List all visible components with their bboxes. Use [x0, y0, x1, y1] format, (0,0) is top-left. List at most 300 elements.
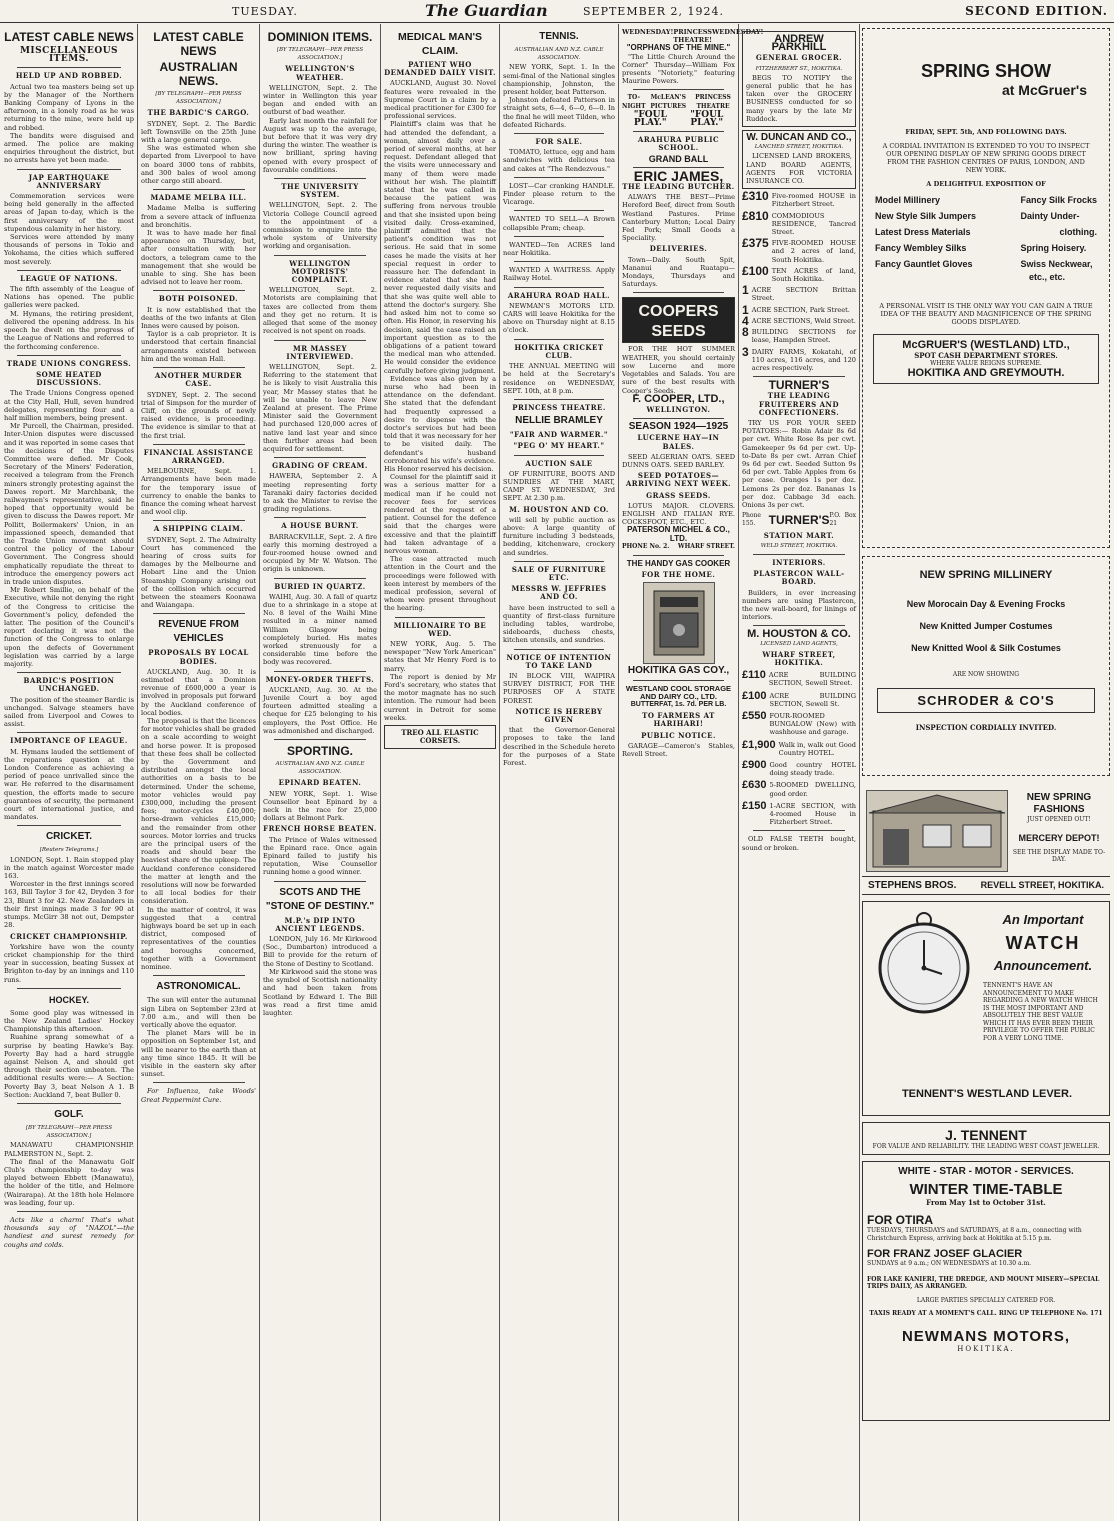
divider: [753, 625, 844, 626]
col7-turner2-header: [742, 512, 856, 528]
col4-corsets-ad: [384, 725, 496, 749]
col7-houston-item: [742, 799, 856, 827]
col7-houston-price: £900: [742, 759, 767, 772]
jtennent-ad: [862, 1122, 1110, 1155]
col7-price-text: COMMODIOUS RESIDENCE, Tancred Street.: [771, 211, 856, 237]
col6-princess: PRINCESS THEATRE: [695, 94, 731, 110]
divider: [753, 376, 844, 377]
goods-item: Latest Dress Materials: [875, 227, 971, 237]
winter-timetable: WINTER TIME-TABLE: [909, 1181, 1063, 1198]
newmans-sub: HOKITIKA.: [957, 1344, 1015, 1353]
filler-text: The proposal is that the licences for motor vehicles shall be graded on a scale according to weight and horse power. It is proposed that these fees shall be collected by the Government and distributed amongst the local authorities on a basis to be determined. Under the scheme, motor vehicles would pay £300,000, including the present fees; motor-cycles £40,000; horse-drawn vehicles £15,000; and the remainder from other sources. Motor lorries and trucks are the principal users of the roads and should bear the heaviest share of the upkeep. The Auckland conference considered the matter at length and the resolutions will now be forwarded to all local bodies for their consideration.: [141, 717, 256, 906]
storefront-icon: [867, 791, 1007, 871]
filler-text: WELLINGTON, Sept. 2. Motorists are complaining that taxes are collected from them and they get no return. It is alleged that some of the money received is not spent on roads.: [263, 286, 377, 336]
col7-price: 1: [742, 302, 749, 317]
col3-sporting-heading: SPORTING.: [286, 744, 353, 759]
filler-text: HAWERA, September 2. A meeting representing forty Taranaki dairy factories decided to ask the Minister to revise the grading regulations.: [263, 472, 377, 514]
filler-text: Builders, in ever increasing numbers are using Plastercon, the new wall-board, for linings of interiors.: [742, 588, 856, 622]
col7-price: £100: [742, 263, 769, 278]
filler-text: that the Governor-General proposes to take the land described in the Schedule hereto for the purposes of a State Forest.: [503, 726, 615, 768]
col2-section-title: FINANCIAL ASSISTANCE ARRANGED.: [143, 447, 254, 465]
spring-show-at: at McGruer's: [1001, 82, 1087, 98]
col1-article-body: Some good play was witnessed in the New Zealand Ladies' Hockey Championship this afternoon.: [4, 1008, 134, 1034]
masthead-day: TUESDAY.: [232, 5, 298, 18]
col2-article-body: SYDNEY, Sept. 2. The Bardic left Townsville on the 25th June with a large general cargo.: [141, 119, 256, 145]
filler-text: In the matter of control, it was suggested that a central highways board be set up in each district, composed of representatives of the counties and boroughs concerned, together with a Government nominee.: [141, 905, 256, 972]
col7-property-item: [742, 313, 856, 328]
col7-price-text: ACRE SECTION Brittan Street.: [751, 286, 856, 303]
col1-article-body: LONDON, Sept. 1. Rain stopped play in the match against Worcester made 163.: [4, 855, 134, 881]
col7-duncan-sub: LANCHED STREET, HOKITIKA.: [754, 144, 844, 151]
column-rule: [618, 24, 619, 1521]
filler-text: ALWAYS THE BEST—Prime Hereford Beef, direct from South Westland Pastures. Prime Canterbury Mutton; Local Dairy Fed Pork; Small Goods a Speciality.: [622, 193, 735, 243]
filler-text: The position of the steamer Bardic is unchanged. Salvage steamers have sailed from Liverpool and Cowes to assist.: [4, 695, 134, 729]
filler-text: AUCKLAND, Aug. 30. At the Juvenile Court a boy aged fourteen admitted stealing a cheque for £25 belonging to his employers, the Post Office. He was admonished and discharged.: [263, 685, 377, 735]
col3-section-title: BURIED IN QUARTZ.: [274, 581, 366, 591]
col5-ad-heading: FOR SALE.: [535, 137, 583, 147]
col6-banner-right: WEDNESDAY!: [712, 28, 764, 36]
taxis-text: TAXIS READY AT A MOMENT'S CALL. RING UP TELEPHONE No. 171: [869, 1310, 1103, 1317]
col7-property-item: [742, 325, 856, 345]
filler-text: FOUR-ROOMED BUNGALOW (New) with washhouse and garage.: [769, 712, 856, 737]
col1-article-body: The Trade Unions Congress opened at the City Hall, Hull, seven hundred delegates, representing four and a half million members, being present.: [4, 389, 134, 422]
divider: [153, 444, 245, 445]
millinery-showing: ARE NOW SHOWING: [952, 671, 1020, 678]
filler-text: ACRE BUILDING SECTION, Sewell Street.: [768, 671, 856, 688]
col2-astronomical-heading: ASTRONOMICAL.: [156, 981, 241, 993]
col5-classified-ad: WANTED—Ten ACRES land near Hokitika.: [503, 240, 615, 258]
col7-plasterson: PLASTERCON WALL-BOARD.: [753, 569, 845, 587]
col6-tonight-banner: [622, 94, 735, 110]
col1-section-title: CRICKET CHAMPIONSHIP.: [10, 931, 128, 941]
divider: [633, 555, 723, 556]
col7-houston-item: [742, 781, 856, 797]
divider: [514, 561, 604, 562]
col6-foul-play: [622, 111, 735, 127]
col3-article-body: LONDON, July 16. Mr Kirkwood (Soc., Dumbarton) introduced a Bill to provide for the return of the Stone of Destiny to Scotland.: [263, 935, 377, 968]
col5-headline: TENNIS.: [539, 31, 579, 42]
col2-section-title: THE BARDIC'S CARGO.: [147, 108, 250, 118]
col3-section-title: A HOUSE BURNT.: [281, 521, 359, 531]
col6-gas-sub: FOR THE HOME.: [641, 570, 716, 580]
mercery-window: SEE THE DISPLAY MADE TO-DAY.: [1012, 849, 1106, 863]
divider: [514, 287, 604, 288]
column-rule: [738, 24, 739, 1521]
col6-eric-sub: THE LEADING BUTCHER.: [622, 182, 735, 192]
filler-text: Services were attended by many thousands of persons in Tokio and Yokohama, the cities which suffered most severely.: [4, 233, 134, 266]
otira-sub: TUESDAYS, THURSDAYS and SATURDAYS, at 8 a.m., connecting with Christchurch Express, arriving back at Hokitika at 5.15 p.m.: [867, 1227, 1082, 1242]
filler-text: ACRE BUILDING SECTION, Sewell St.: [769, 691, 856, 708]
col6-coopers-logo: [622, 297, 735, 343]
col7-houston-price: £100: [742, 689, 767, 702]
col5-play-title-2: "PEG O' MY HEART.": [513, 441, 605, 451]
col7-turner2: TURNER'S: [768, 513, 830, 528]
goods-item: Model Millinery: [875, 195, 941, 205]
col2-woods-ad: For Influenza, take Woods' Great Peppermint Cure.: [141, 1087, 256, 1104]
col3-headline: DOMINION ITEMS.: [267, 30, 373, 44]
pocket-watch-icon: [869, 908, 979, 1018]
filler-text: FOR THE HOT SUMMER WEATHER, you should certainly sow Lucerne and more Vegetables and Salads. You are sure of the best results with Cooper's Seeds.: [622, 345, 735, 395]
col7-property-list: [742, 189, 856, 372]
col1-hockey-heading: HOCKEY.: [48, 994, 89, 1005]
filler-text: M. Hymans, the retiring president, delivered the opening address. In his speech he dwelt on the progress of the League of Nations and referred to the forthcoming conference.: [4, 309, 134, 351]
col7-property-item: [742, 283, 856, 303]
mercery-title: MERCERY DEPOT!: [1018, 833, 1100, 843]
col5-credit: AUSTRALIAN AND N.Z. CABLE ASSOCIATION.: [514, 47, 604, 62]
col3-credit: [BY TELEGRAPH—PER PRESS ASSOCIATION.]: [276, 47, 364, 62]
col6-foul-play-1: "FOUL PLAY.": [633, 109, 667, 129]
masthead-date: SEPTEMBER 2, 1924.: [583, 5, 724, 18]
col6-fcooper-sub: WELLINGTON.: [646, 404, 711, 414]
spring-millinery-ad: [862, 556, 1110, 776]
divider: [753, 554, 844, 555]
col5-section-title: NOTICE IS HEREBY GIVEN: [515, 706, 603, 724]
spring-show-dates: FRIDAY, SEPT. 5th, AND FOLLOWING DAYS.: [905, 128, 1067, 136]
filler-text: She was estimated when she departed from Liverpool to have on board 3000 tons of rabbits, and 300 bales of wool among other cargo still aboard.: [141, 144, 256, 186]
col6-seed-potatoes: SEED POTATOES—ARRIVING NEXT WEEK.: [625, 471, 732, 489]
column-rule: [499, 24, 500, 1521]
spring-show-invite: A CORDIAL INVITATION IS EXTENDED TO YOU TO INSPECT OUR OPENING DISPLAY OF NEW SPRING GOODS DIRECT FROM THE FASHION CENTRES OF PARIS, LONDON, AND NEW YORK.: [882, 142, 1090, 174]
filler-text: It was to have made her final appearance on Thursday, but, after consultation with her doctors, a telegram came to the management that she would be unable to sing. She has been advised not to leave her room.: [141, 229, 256, 287]
stephens-fashions-ad: [862, 786, 1110, 876]
column-rule: [137, 24, 138, 1521]
jtennent-name: J. TENNENT: [945, 1127, 1027, 1143]
column-4: [384, 28, 496, 1518]
col7-price: 4: [742, 313, 749, 328]
col7-price-text: ACRE SECTIONS, Weld Street.: [751, 316, 856, 325]
divider: [153, 613, 245, 614]
col5-section-title: NOTICE OF INTENTION TO TAKE LAND: [506, 652, 612, 670]
col3-section-title: THE UNIVERSITY SYSTEM.: [281, 182, 359, 200]
filler-text: LICENSED LAND BROKERS, LAND BOARD AGENTS, AGENTS FOR VICTORIA INSURANCE CO.: [746, 152, 852, 186]
col7-turner2-box: P.O. Box 21: [829, 512, 856, 528]
col3-section-title: WELLINGTON'S WEATHER.: [285, 64, 355, 82]
col7-property-item: [742, 344, 856, 373]
divider: [514, 455, 604, 456]
col4-corsets-ad-title: TREO ALL ELASTIC CORSETS.: [401, 728, 479, 746]
divider: [17, 672, 121, 673]
col3-section-title: MR MASSEY INTERVIEWED.: [286, 343, 354, 361]
col7-houston-addr: WHARF STREET, HOKITIKA.: [762, 649, 836, 667]
col6-fcooper: F. COOPER, LTD.,: [632, 392, 725, 405]
col6-coopers-text: COOPERS SEEDS: [638, 303, 719, 341]
stephens-address: REVELL STREET, HOKITIKA.: [980, 880, 1104, 890]
divider: [153, 975, 245, 976]
divider: [17, 355, 121, 356]
col2-subhead: AUSTRALIAN NEWS.: [159, 60, 238, 88]
otira-title: FOR OTIRA: [867, 1213, 933, 1227]
tennent-text: TENNENT'S HAVE AN ANNOUNCEMENT TO MAKE REGARDING A NEW WATCH WHICH IS THE MOST IMPORTANT AND ABSOLUTELY THE BEST VALUE WHICH IT HAS EVER BEEN THEIR PRIVILEGE TO OFFER THE PUBLIC FOR A VERY LONG TIME.: [983, 982, 1098, 1042]
filler-text: The case attracted much attention in the Court and the proceedings were followed with keen interest by members of the medical profession, several of whom were present throughout the hearing.: [384, 555, 496, 613]
col2-article-body: The sun will enter the autumnal sign Libra on September 23rd at 7.00 a.m., and will then be vertically above the equator.: [141, 996, 256, 1029]
col2-revenue-heading: REVENUE FROM VEHICLES: [158, 619, 239, 645]
divider: [633, 89, 723, 90]
divider: [17, 988, 121, 989]
col6-banner-center: PRINCESS THEATRE!: [673, 28, 713, 45]
col7-price: 1: [742, 283, 749, 298]
divider: [514, 133, 604, 134]
col1-article-body: Actual two tea masters being set up by the Manager of the Northern Banking Company of Lyons in the afternoon, in a lonely road as he was returning to the mine, were held up and robbed.: [4, 82, 134, 132]
col7-property-item: [742, 302, 856, 317]
filler-text: BEGS TO NOTIFY the general public that he has taken over the GROCERY BUSINESS conducted for so many years by the late Mr Ruddock.: [746, 73, 852, 123]
col6-butterfat: BUTTERFAT, 1s. 7d. PER LB.: [630, 700, 727, 708]
divider: [153, 367, 245, 368]
millinery-item: New Knitted Wool & Silk Costumes: [911, 643, 1061, 653]
filler-text: Mr Kirkwood said the stone was the symbol of Scottish nationality and had been taken from Scotland by Edward I. The Bill was read a first time amid laughter.: [263, 967, 377, 1017]
filler-text: NEW YORK, Sept. 1. Wise Counsellor beat Epinard by a neck in the race for 25,000 dollars at Belmont Park.: [263, 789, 377, 823]
filler-text: BARRACKVILLE, Sept. 2. A fire early this morning destroyed a four-roomed house owned and occupied by Mr W. Watson. The origin is unknown.: [263, 532, 377, 574]
divider: [395, 617, 485, 618]
col3-article-body: WELLINGTON, Sept. 2. The winter in Wellington this year began and ended with an outburst of bad weather.: [263, 83, 377, 117]
col3-scots-subtitle: M.P.'s DIP INTO ANCIENT LEGENDS.: [275, 915, 365, 933]
mcgruers-where: WHERE VALUE REIGNS SUPREME.: [930, 360, 1042, 367]
filler-text: WAIHI, Aug. 30. A fall of quartz due to a shrinkage in a stope at No. 8 level of the Waihi Mine resulted in a miner named William Glasgow being completely buried. His mates worked strenuously for a considerable time before the body was recovered.: [263, 592, 377, 667]
col7-parkhill-sub: GENERAL GROCER.: [755, 53, 843, 63]
filler-text: LOTUS MAJOR. CLOVERS. ENGLISH AND ITALIAN RYE. COCKSFOOT, ETC., ETC.: [622, 501, 735, 527]
divider: [274, 578, 365, 579]
col7-interiors: INTERIORS.: [772, 557, 826, 567]
masthead-edition: SECOND EDITION.: [965, 4, 1108, 18]
filler-text: NEWMAN'S MOTORS LTD. CARS will leave Hokitika for the above on Thursday night at 8.15 o'clock.: [503, 301, 615, 335]
col7-houston-item: [742, 671, 856, 687]
filler-text: Good country HOTEL doing steady trade.: [769, 761, 856, 778]
filler-text: The Prince of Wales witnessed the Epinard race. Once again Epinard failed to justify his reputation, Wise Counsellor running home a good winner.: [263, 835, 377, 877]
divider: [514, 177, 604, 178]
spring-show-visit: A PERSONAL VISIT IS THE ONLY WAY YOU CAN GAIN A TRUE IDEA OF THE BEAUTY AND MAGNIFICENCE OF THE SPRING GOODS DISPLAYED.: [879, 302, 1093, 326]
filler-text: have been instructed to sell a quantity of first-class furniture including tables, wardrobe, sideboards, duchess chests, kitchen utensils, and sundries.: [503, 603, 615, 645]
watch-title: WATCH: [1005, 933, 1081, 953]
filler-text: The report is denied by Mr Ford's secretary, who states that the motor magnate has no such intention. The rumour had been current in Detroit for some weeks.: [384, 672, 496, 722]
divider: [17, 1103, 121, 1104]
col1-section-title: JAP EARTHQUAKE ANNIVERSARY: [28, 172, 110, 190]
col7-price: 8: [742, 325, 749, 340]
filler-text: MELBOURNE, Sept. 1. Arrangements have been made for the temporary issue of currency to enable the banks to finance the coming wheat harvest and wool clip.: [141, 467, 256, 517]
column-rule: [259, 24, 260, 1521]
mcgruers-spring-show-ad: [862, 28, 1110, 548]
col7-oldfalse: OLD FALSE TEETH bought, sound or broken.: [742, 835, 856, 852]
filler-text: SEED ALGERIAN OATS. SEED DUNNS OATS. SEED BARLEY.: [622, 452, 735, 469]
filler-text: will sell by public auction as above: A large quantity of furniture including 3 bedsteads, bedding, kitchenware, crockery and sundries.: [503, 515, 615, 557]
divider: [17, 1211, 121, 1212]
col3-section-title: EPINARD BEATEN.: [278, 778, 362, 788]
pocket-watch-illustration: [869, 908, 979, 1018]
column-3: [263, 28, 377, 1518]
column-8: [862, 28, 1110, 1421]
col1-section-title: TRADE UNIONS CONGRESS.: [6, 358, 132, 368]
col7-houston: M. HOUSTON & CO.: [747, 628, 851, 641]
filler-text: The bandits were disguised and armed. The police are making enquiries throughout the district, but no arrests have yet been made.: [4, 131, 134, 165]
col7-houston-price: £550: [742, 710, 767, 723]
col7-houston-prices: [742, 671, 856, 826]
col5-nellie-bramley: NELLIE BRAMLEY: [515, 415, 603, 427]
col6-foul-play-2: "FOUL PLAY.": [690, 109, 724, 129]
divider: [514, 261, 604, 262]
mcgruers-hokitika: HOKITIKA AND GREYMOUTH.: [907, 367, 1065, 379]
col6-season: SEASON 1924—1925: [628, 421, 729, 433]
col7-property-item: [742, 236, 856, 264]
col7-houston-price: £150: [742, 799, 767, 812]
spring-show-etc: etc., etc.: [1028, 272, 1065, 282]
stephens-name: STEPHENS BROS.: [868, 880, 957, 891]
divider: [274, 881, 365, 882]
filler-text: Taylor is a cab proprietor. It is understood that certain financial arrangements existed between him and the woman Hall.: [141, 330, 256, 363]
col6-school: ARAHURA PUBLIC SCHOOL.: [637, 135, 720, 153]
col7-property-item: [742, 208, 856, 237]
col2-credit: [BY TELEGRAPH—PER PRESS ASSOCIATION.]: [155, 91, 242, 106]
col3-section-title: WELLINGTON MOTORISTS' COMPLAINT.: [289, 258, 351, 285]
col3-scots-heading: SCOTS AND THE "STONE OF DESTINY.": [265, 886, 375, 912]
divider: [274, 255, 365, 256]
col6-grass: GRASS SEEDS.: [646, 490, 711, 500]
filler-text: TRY US FOR YOUR SEED POTATOES:— Robin Adair 8s 6d per cwt. White Rose 8s per cwt. Gamekeeper 9s 6d per cwt. Up-to-Date 8s per cwt. Arran Chief 9s 6d per cwt. Seeded Sutton 9s 6d per cwt. Table Apples from 6s per case. Oranges 1s per doz. Lemons 2s per doz. Bananas 1s per doz. Cabbage 3d each. Onions 3s per cwt.: [742, 418, 856, 509]
goods-item: Fancy Wembley Silks: [875, 243, 967, 253]
column-1: [4, 28, 134, 1518]
column-5: [503, 28, 615, 1518]
mcgruers-name: McGRUER'S (WESTLAND) LTD.,: [902, 339, 1070, 351]
tennent-watch-ad: [862, 901, 1110, 1116]
filler-text: Worcester in the first innings scored 163, Bill Taylor 3 for 42, Dryden 3 for 23, Blunt 3 for 42. New Zealanders in their first innings made 3 for 90 at stumps. McGirr 38 not out, Dempster 28.: [4, 880, 134, 930]
col2-section-title: MADAME MELBA ILL.: [150, 193, 247, 203]
col6-westland: WESTLAND COOL STORAGE AND DAIRY CO., LTD.: [625, 683, 732, 701]
col2-section-title: ANOTHER MURDER CASE.: [154, 371, 243, 389]
gas-cooker-illustration: [643, 582, 715, 664]
filler-text: THE ANNUAL MEETING will be held at the Secretary's residence on WEDNESDAY, SEPT. 10th, at 8 p.m.: [503, 362, 615, 395]
filler-text: SYDNEY, Sept. 2. The second trial of Simpson for the murder of Cliff, on the grounds of newly raised evidence, is proceeding. The evidence is similar to that at the first trial.: [141, 390, 256, 440]
parties-text: LARGE PARTIES SPECIALLY CATERED FOR.: [916, 1296, 1056, 1304]
stephens-banner: [862, 876, 1110, 895]
col6-banner-left: WEDNESDAY!: [622, 28, 674, 36]
mcgruers-footer: [873, 334, 1099, 384]
col6-garage: GARAGE—Cameron's Stables, Revell Street.: [622, 741, 735, 758]
col6-gas-cooker: THE HANDY GAS COOKER: [626, 558, 731, 568]
divider: [274, 671, 365, 672]
col7-duncan-ad: [742, 130, 856, 189]
col2-section-title: BOTH POISONED.: [158, 294, 239, 304]
divider: [17, 270, 121, 271]
col7-turner2-phone: Phone 155.: [742, 512, 761, 528]
millinery-item: New Knitted Jumper Costumes: [919, 621, 1053, 631]
col5-classified-ad: WANTED TO SELL—A Brown collapsible Pram; cheap.: [503, 215, 615, 232]
filler-text: SYDNEY, Sept. 2. The Admiralty Court has commenced the hearing of cross suits for damages by the Melbourne and Hobart Line and the Union Steamship Company arising out of the collision which occurred between the steamers Koonawa and Waiangapa.: [141, 535, 256, 610]
col5-section-title: AUCTION SALE: [525, 458, 593, 468]
filler-text: Johnston defeated Patterson in straight sets, 6—4, 6—0, 6—0. In the final he will meet Tilden, who defeated Richards.: [503, 96, 615, 129]
col5-section-title: HOKITIKA CRICKET CLUB.: [514, 342, 604, 360]
masthead: [0, 0, 1114, 23]
col1-article-body: The fifth assembly of the League of Nations has opened. The public galleries were packed.: [4, 285, 134, 310]
col6-gas-footer: HOKITIKA GAS COY.,: [627, 665, 730, 677]
col5-section-title: M. HOUSTON AND CO.: [509, 504, 609, 514]
divider: [274, 178, 365, 179]
millinery-inspection: INSPECTION CORDIALLY INVITED.: [915, 723, 1057, 732]
col1-headline: LATEST CABLE NEWS: [4, 30, 134, 44]
divider: [514, 649, 604, 650]
col6-lucerne: LUCERNE HAY—IN BALES.: [637, 433, 720, 451]
white-star-ad: [862, 1161, 1110, 1421]
filler-text: Walk in, walk out Good Country HOTEL.: [778, 740, 856, 757]
goods-item: Fancy Gauntlet Gloves: [875, 259, 973, 269]
col7-parkhill-ad: [742, 31, 856, 127]
schroder-box: [877, 688, 1095, 713]
filler-text: WELLINGTON, Sept. 2. The Victoria College Council agreed to the appointment of a commission to enquire into the whole system of University working and organisation.: [263, 201, 377, 251]
col6-eric-james: ERIC JAMES,: [633, 167, 724, 184]
col7-houston-item: [742, 689, 856, 708]
goods-item: New Style Silk Jumpers: [875, 211, 977, 221]
col7-parkhill-addr: FITZHERBERT ST., HOKITIKA.: [755, 65, 843, 72]
column-2: [141, 28, 256, 1518]
filler-text: Counsel for the plaintiff said it was a serious matter for a medical man if he could not recover fees for services rendered at the request of a patient. Counsel for the defence said that the charges were excessive and that the plaintiff had taken advantage of a nervous woman.: [384, 473, 496, 555]
col7-price-text: DAIRY FARMS, Kokatahi, of 110 acres, 116 acres, and 120 acres respectively.: [751, 347, 856, 372]
goods-item: Spring Hoisery.: [1020, 243, 1087, 253]
divider: [514, 399, 604, 400]
col5-section-title: ARAHURA ROAD HALL.: [507, 290, 611, 300]
col1-nazol-ad: Acts like a charm! That's what thousands say of "NAZOL"—the handiest and surest remedy for coughs and colds.: [4, 1215, 134, 1249]
col7-houston-price: £110: [742, 669, 766, 682]
filler-text: Yorkshire have won the county cricket championship for the third year in succession, beating Sussex at Brighton to-day by an innings and 110 runs.: [4, 942, 134, 984]
millinery-item: New Morocain Day & Evening Frocks: [906, 599, 1066, 609]
millinery-title: NEW SPRING MILLINERY: [919, 569, 1053, 581]
col4-section-title: MILLIONAIRE TO BE WED.: [393, 620, 487, 638]
col7-houston-item: [742, 712, 856, 737]
col4-article-body: AUCKLAND, August 30. Novel features were revealed in the Supreme Court in a claim by a medical practitioner for £300 for professional services.: [384, 79, 496, 121]
filler-text: The planet Mars will be in opposition on September 1st, and will be nearer to the earth than at any time since 1845. It will be visible in the eastern sky after sunset.: [141, 1029, 256, 1079]
col2-article-body: It is now established that the deaths of the two infants at Glen Innes were caused by poison.: [141, 305, 256, 331]
divider: [153, 520, 245, 521]
col5-article-body: NEW YORK, Sept. 1. In the semi-final of the National singles championship, Johnston, the present holder, beat Patterson.: [503, 63, 615, 97]
col1-section-title: HELD UP AND ROBBED.: [15, 71, 123, 81]
col2-section-title: A SHIPPING CLAIM.: [153, 524, 244, 534]
fashions-title: NEW SPRING FASHIONS: [1026, 792, 1092, 815]
col6-paterson-contact: [622, 543, 735, 551]
col7-price: 3: [742, 344, 749, 359]
storefront-illustration: [866, 790, 1008, 872]
col1-section-title: BARDIC'S POSITION UNCHANGED.: [23, 676, 115, 694]
goods-item: clothing.: [1059, 227, 1097, 237]
col7-price-text: Five-roomed HOUSE in Fitzherbert Street.: [771, 192, 856, 209]
filler-text: OF FURNITURE, BOOTS AND SUNDRIES AT THE MART, CAMP ST. WEDNESDAY, 3rd SEPT. At 2.30 p.m.: [503, 469, 615, 503]
col6-picture-title: "ORPHANS OF THE MINE.": [626, 43, 731, 53]
filler-text: IN BLOCK VIII, WAIPIRA SURVEY DISTRICT, FOR THE PURPOSES OF A STATE FOREST.: [503, 671, 615, 705]
credit-line: [BY TELEGRAPH—PER PRESS ASSOCIATION.]: [25, 1124, 113, 1140]
col3-section-title: GRADING OF CREAM.: [272, 461, 368, 471]
filler-text: "The Little Church Around the Corner" Thursday—William Fox presents "Notoriety," featuring Maurine Powers.: [622, 52, 735, 86]
col6-deliveries: DELIVERIES.: [649, 244, 708, 254]
col3-section-title: MONEY-ORDER THEFTS.: [265, 674, 375, 684]
col5-section-title: PRINCESS THEATRE.: [512, 402, 606, 412]
divider: [514, 339, 604, 340]
watch-announcement: Announcement.: [993, 958, 1093, 973]
col7-houston-price: £1,900: [742, 738, 776, 751]
filler-text: Ruahine sprang somewhat of a surprise by beating Hawke's Bay. Poverty Bay had a hard struggle against Nelson A, and should get through their section unbeaten. The additional results were:— A Section: Poverty Bay 3, beat Nelson A 1. B Section: Auckland 7, beat Buller 0.: [4, 1033, 134, 1099]
gas-cooker-icon: [644, 583, 714, 663]
filler-text: Mr Purcell, the Chairman, presided. Inter-Union disputes were discussed and it was reported in some cases that the decisions of the Disputes Committee were defied. Mr Cook, Secretary of the Miners' Federation, received a telegram from the French miners strongly protesting against the Dawes report. Mr Marchbank, the railwaymen's representative, said he hoped that opportunity would be given to discuss the Dawes report. Mr Pollitt, Boilermakers' Union, in an impassioned speech, demanded that the Trade Union movement should control the policy of the Labour Government. The Congress should emphatically repudiate the threat to introduce the emergency powers act in trade union disputes.: [4, 422, 134, 586]
col1-section-title: LEAGUE OF NATIONS.: [20, 273, 118, 283]
col4-subtitle: PATIENT WHO DEMANDED DAILY VISIT.: [384, 60, 496, 78]
col6-farmers: TO FARMERS AT HARIHARI!: [642, 711, 715, 729]
col7-price-text: ACRE SECTION, Park Street.: [751, 305, 850, 314]
filler-text: 1-ACRE SECTION, with 4-roomed House in Fitzherbert Street.: [769, 801, 856, 827]
col4-headline: MEDICAL MAN'S CLAIM.: [398, 31, 482, 57]
column-rule: [380, 24, 381, 1521]
col1-article-body: MANAWATU CHAMPIONSHIP. PALMERSTON N., Sept. 2.: [4, 1141, 134, 1158]
col7-houston-item: [742, 738, 856, 757]
col6-tonight: TO-NIGHT: [622, 94, 646, 110]
col3-sporting-credit: AUSTRALIAN AND N.Z. CABLE ASSOCIATION.: [275, 761, 365, 776]
newmans-title: NEWMANS MOTORS,: [901, 1327, 1071, 1345]
spring-show-goods-right: [1020, 192, 1097, 272]
credit-line: [Reuters Telegrams.]: [39, 847, 99, 854]
mcgruers-spot: SPOT CASH DEPARTMENT STORES.: [914, 351, 1058, 360]
col1-section-subtitle: SOME HEATED DISCUSSIONS.: [36, 369, 102, 388]
